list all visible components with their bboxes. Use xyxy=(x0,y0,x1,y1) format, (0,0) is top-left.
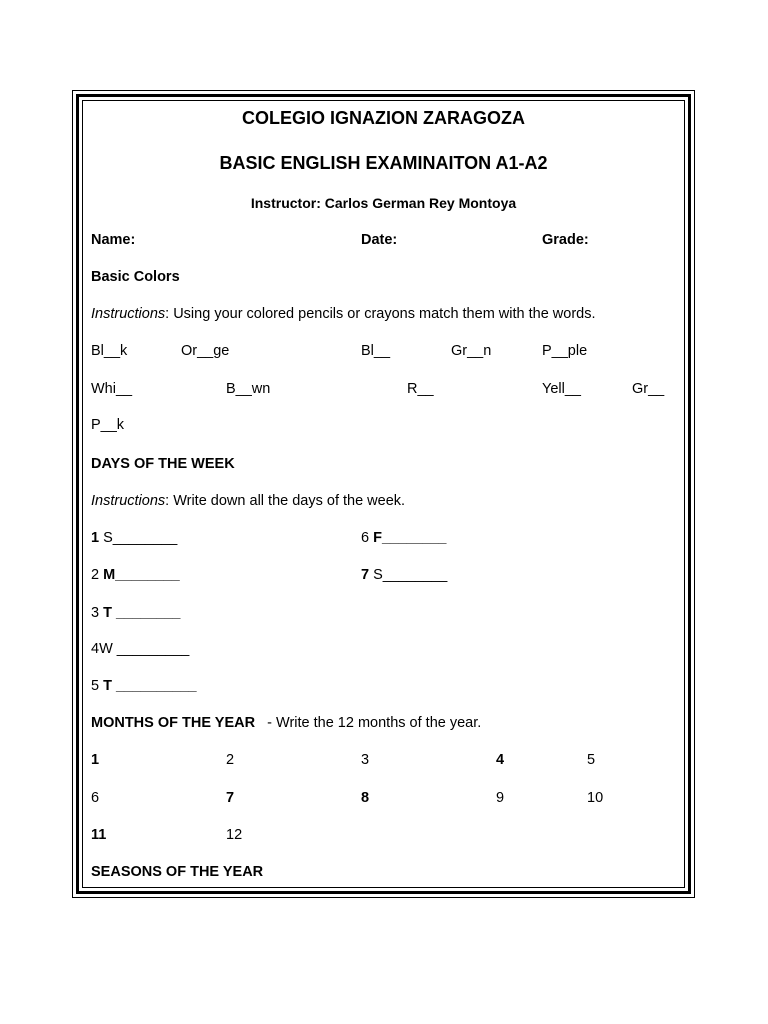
color-word: Whi__ xyxy=(91,381,133,397)
grade-label: Grade: xyxy=(542,232,589,248)
month-number: 2 xyxy=(226,752,235,768)
day-number: 3 xyxy=(91,605,104,621)
color-word: Gr__ xyxy=(632,381,665,397)
month-number: 4 xyxy=(496,752,505,768)
day-blank: S________ xyxy=(373,567,448,583)
days-instructions xyxy=(91,492,405,510)
day-item xyxy=(91,566,180,584)
day-item xyxy=(91,604,181,622)
day-number: 7 xyxy=(361,567,374,583)
day-blank: T ________ xyxy=(103,605,181,621)
month-number: 11 xyxy=(91,827,107,843)
color-word: P__k xyxy=(91,417,125,433)
colors-heading: Basic Colors xyxy=(91,269,180,285)
day-number: 2 xyxy=(91,567,104,583)
color-word: Bl__ xyxy=(361,343,391,359)
color-word: Or__ge xyxy=(181,343,230,359)
instructions-label: Instructions xyxy=(91,306,166,322)
color-word: R__ xyxy=(407,381,434,397)
name-label: Name: xyxy=(91,232,136,248)
color-word: B__wn xyxy=(226,381,271,397)
month-number: 10 xyxy=(587,790,604,806)
day-item xyxy=(91,677,197,695)
school-title: COLEGIO IGNAZION ZARAGOZA xyxy=(242,108,525,128)
day-blank: F________ xyxy=(373,530,447,546)
instructions-label: Instructions xyxy=(91,493,166,509)
instructor-line: Instructor: Carlos German Rey Montoya xyxy=(250,195,517,211)
color-word: P__ple xyxy=(542,343,588,359)
months-heading: MONTHS OF THE YEAR xyxy=(91,715,256,731)
seasons-heading: SEASONS OF THE YEAR xyxy=(91,864,264,880)
days-heading: DAYS OF THE WEEK xyxy=(91,456,235,472)
day-item: 4W _________ xyxy=(91,641,190,657)
color-word: Bl__k xyxy=(91,343,128,359)
day-number: 1 xyxy=(91,530,100,546)
month-number: 12 xyxy=(226,827,243,843)
day-blank: T __________ xyxy=(103,678,197,694)
color-word: Gr__n xyxy=(451,343,492,359)
instructions-text: : Using your colored pencils or crayons match them with the words. xyxy=(165,306,596,322)
day-number: 6 xyxy=(361,530,374,546)
month-number: 9 xyxy=(496,790,505,806)
month-number: 8 xyxy=(361,790,370,806)
day-blank: S________ xyxy=(99,530,178,546)
colors-instructions xyxy=(91,305,596,323)
month-number: 3 xyxy=(361,752,370,768)
day-item xyxy=(91,529,177,547)
exam-title: BASIC ENGLISH EXAMINAITON A1-A2 xyxy=(219,153,548,173)
month-number: 7 xyxy=(226,790,235,806)
month-number: 5 xyxy=(587,752,596,768)
color-word: Yell__ xyxy=(542,381,581,397)
date-label: Date: xyxy=(361,232,398,248)
month-number: 6 xyxy=(91,790,100,806)
month-number: 1 xyxy=(91,752,100,768)
months-line xyxy=(91,714,481,732)
months-instructions: - Write the 12 months of the year. xyxy=(267,715,482,731)
instructions-text: : Write down all the days of the week. xyxy=(165,493,406,509)
day-item xyxy=(361,566,447,584)
day-blank: M________ xyxy=(103,567,180,583)
day-number: 5 xyxy=(91,678,104,694)
day-item xyxy=(361,529,446,547)
